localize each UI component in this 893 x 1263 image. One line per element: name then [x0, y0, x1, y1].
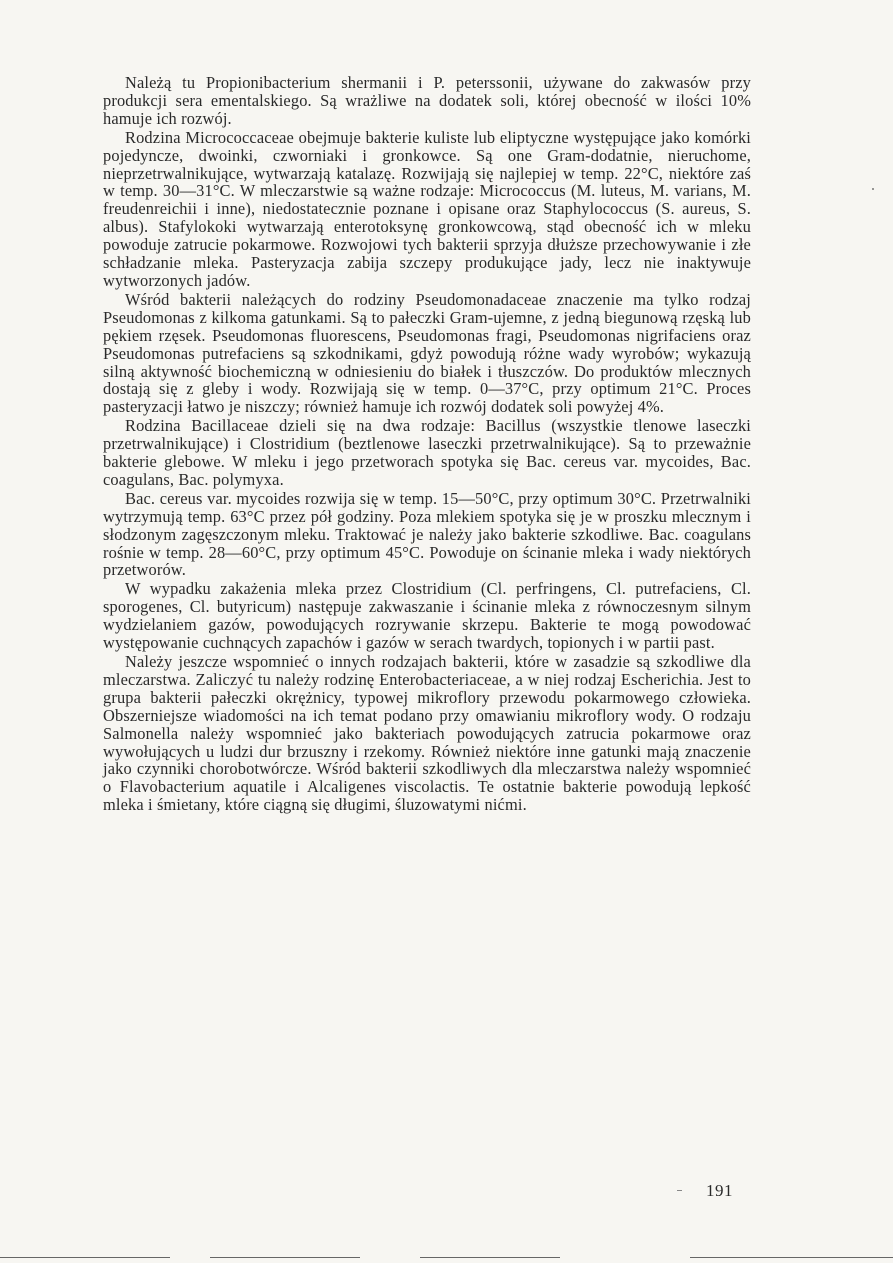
bottom-edge-line [0, 1257, 170, 1258]
paragraph-clostridium: W wypadku zakażenia mleka przez Clostridium (Cl. perfringens, Cl. putrefaciens, Cl. sporogenes, Cl. butyricum) następuje zakwaszanie i ścinanie mleka z równoczesnym silnym wydzielaniem gazów, powodujących rozrywanie skrzepu. Bakterie te mogą powodować występowanie cuchnących zapachów i gazów w serach twardych, topionych i w partii past. [103, 579, 751, 653]
body-text [103, 74, 751, 814]
paragraph-propionibacterium: Należą tu Propionibacterium shermanii i P. peterssonii, używane do zakwasów przy produkcji sera ementalskiego. Są wrażliwe na dodatek soli, której obecność w ilości 10% hamuje ich rozwój. [103, 73, 751, 128]
paragraph-bac-cereus: Bac. cereus var. mycoides rozwija się w temp. 15—50°C, przy optimum 30°C. Przetrwalniki wytrzymują temp. 63°C przez pół godziny. Poza mlekiem spotyka się je w proszku mlecznym i słodzonym zagęszczonym mleku. Traktować je należy jako bakterie szkodliwe. Bac. coagulans rośnie w temp. 28—60°C, przy optimum 45°C. Powoduje on ścinanie mleka i wady niektórych przetworów. [103, 488, 751, 580]
bottom-edge-line [690, 1257, 893, 1258]
bottom-edge-line [420, 1257, 560, 1258]
bottom-edge-line [210, 1257, 360, 1258]
paragraph-other-bacteria: Należy jeszcze wspomnieć o innych rodzajach bakterii, które w zasadzie są szkodliwe dla mleczarstwa. Zaliczyć tu należy rodzinę Enterobacteriaceae, a w niej rodzaj Escherichia. Jest to grupa bakterii pałeczki okrężnicy, typowej mikroflory przewodu pokarmowego człowieka. Obszerniejsze wiadomości na ich temat podano przy omawianiu mikroflory wody. O rodzaju Salmonella należy wspomnieć jako bakteriach powodujących zatrucia pokarmowe oraz wywołujących u ludzi dur brzuszny i rzekomy. Również niektóre inne gatunki mają znaczenie jako czynniki chorobotwórcze. Wśród bakterii szkodliwych dla mleczarstwa należy wspomnieć o Flavobacterium aquatile i Alcaligenes viscolactis. Te ostatnie bakterie powodują lepkość mleka i śmietany, które ciągną się długimi, śluzowatymi nićmi. [103, 652, 751, 815]
page-number-tick [677, 1190, 682, 1191]
paragraph-pseudomonadaceae: Wśród bakterii należących do rodziny Pseudomonadaceae znaczenie ma tylko rodzaj Pseudomonas z kilkoma gatunkami. Są to pałeczki Gram-ujemne, z jedną biegunową rzęską lub pękiem rzęsek. Pseudomonas fluorescens, Pseudomonas fragi, Pseudomonas nigrifaciens oraz Pseudomonas putrefaciens są szkodnikami, gdyż powodują różne wady wyrobów; wykazują silną aktywność biochemiczną w odniesieniu do białek i tłuszczów. Do produktów mlecznych dostają się z gleby i wody. Rozwijają się w temp. 0—37°C, przy optimum 21°C. Proces pasteryzacji łatwo je niszczy; również hamuje ich rozwój dodatek soli powyżej 4%. [103, 289, 751, 417]
page-number: 191 [706, 1181, 733, 1200]
paragraph-micrococcaceae: Rodzina Micrococcaceae obejmuje bakterie kuliste lub eliptyczne występujące jako komórki pojedyncze, dwoinki, czworniaki i gronkowce. Są one Gram-dodatnie, nieruchome, nieprzetrwalnikujące, wytwarzają katalazę. Rozwijają się najlepiej w temp. 22°C, niektóre zaś w temp. 30—31°C. W mleczarstwie są ważne rodzaje: Micrococcus (M. luteus, M. varians, M. freudenreichii i inne), niedostatecznie poznane i opisane oraz Staphylococcus (S. aureus, S. albus). Stafylokoki wytwarzają enterotoksynę gronkowcową, stąd obecność ich w mleku powoduje zatrucie pokarmowe. Rozwojowi tych bakterii sprzyja dłuższe przechowywanie i złe schładzanie mleka. Pasteryzacja zabija szczepy produkujące jady, lecz nie inaktywuje wytworzonych jadów. [103, 127, 751, 290]
margin-mark [872, 188, 874, 190]
paragraph-bacillaceae: Rodzina Bacillaceae dzieli się na dwa rodzaje: Bacillus (wszystkie tlenowe laseczki przetrwalnikujące) i Clostridium (beztlenowe laseczki przetrwalnikujące). Są to przeważnie bakterie glebowe. W mleku i jego przetworach spotyka się Bac. cereus var. mycoides, Bac. coagulans, Bac. polymyxa. [103, 416, 751, 489]
